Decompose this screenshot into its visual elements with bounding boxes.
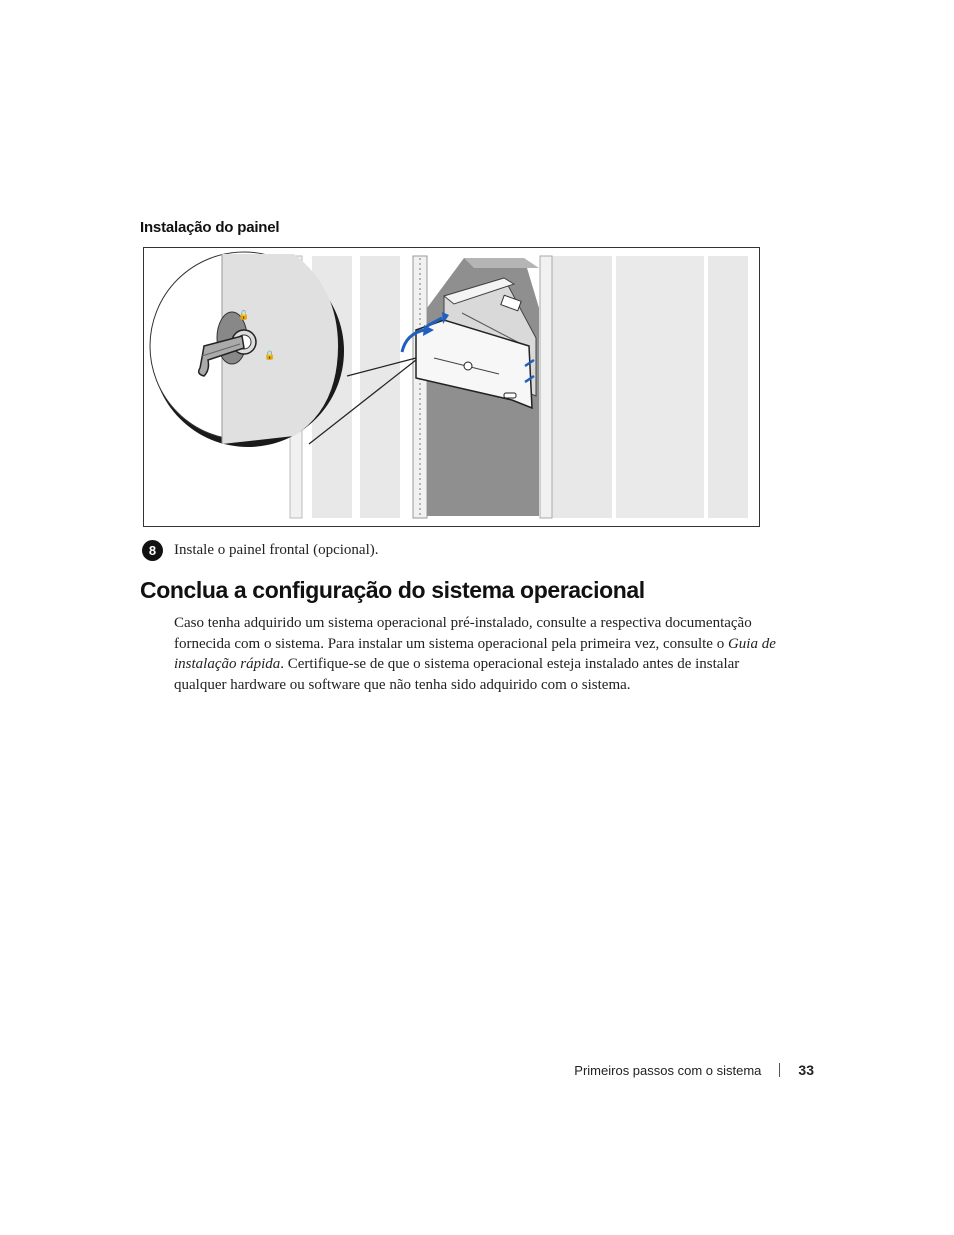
unlock-symbol-icon: 🔓 [238,311,250,321]
bezel-installation-illustration [144,248,759,526]
paragraph-text: Caso tenha adquirido um sistema operacional pré-instalado, consulte a respectiva documentação fornecida com o sistema. Para instalar um sistema operacional pela primeira vez, consulte o [174,615,752,652]
page-footer [574,1062,814,1078]
section-heading: Conclua a configuração do sistema operacional [140,577,645,603]
rack-panel [616,256,704,518]
footer-chapter-title: Primeiros passos com o sistema [574,1062,762,1078]
rack-panel [708,256,748,518]
lock-symbol-icon: 🔒 [264,351,276,361]
paragraph-text: . Certifique-se de que o sistema operacional esteja instalado antes de instalar qualquer hardware ou software que não tenha sido adquirido com o sistema. [174,656,740,693]
rack-panel [552,256,612,518]
footer-separator [779,1063,780,1077]
step-number-badge: 8 [142,540,163,561]
figure-illustration [143,247,760,527]
rack-rail [540,256,552,518]
figure-caption: Instalação do painel [140,219,280,236]
rack-panel [360,256,400,518]
step-item [142,539,379,561]
bezel-lock [464,362,472,370]
guide-title-link-text: Guia de instalação rápida [174,635,776,672]
step-text: Instale o painel frontal (opcional). [174,541,379,558]
page-number: 33 [798,1062,814,1078]
section-paragraph [174,613,786,695]
